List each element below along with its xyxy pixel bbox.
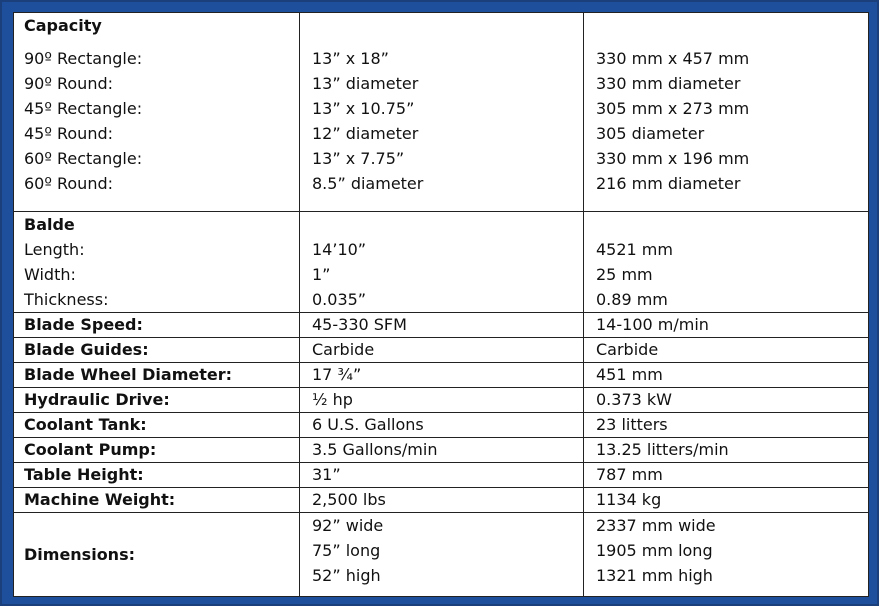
dimensions-metric-value: 1905 mm long xyxy=(596,541,713,560)
blade-metric-cell xyxy=(584,212,869,313)
capacity-metric-value: 330 mm x 196 mm xyxy=(596,149,750,168)
spec-row-coolant-pump xyxy=(14,438,869,463)
spec-label: Blade Speed: xyxy=(14,313,300,338)
capacity-metric-value: 305 diameter xyxy=(596,124,705,143)
capacity-imperial-value: 12” diameter xyxy=(312,124,419,143)
spec-table-container xyxy=(13,12,868,597)
blade-heading: Balde xyxy=(24,215,75,234)
spec-imperial-value: 31” xyxy=(300,463,584,488)
spec-imperial-value: 45-330 SFM xyxy=(300,313,584,338)
spec-imperial-value: 3.5 Gallons/min xyxy=(300,438,584,463)
blade-imperial-value: 14’10” xyxy=(312,240,367,259)
capacity-metric-value: 330 mm x 457 mm xyxy=(596,49,750,68)
capacity-imperial-value: 8.5” diameter xyxy=(312,174,424,193)
spec-row-blade-speed xyxy=(14,313,869,338)
capacity-label: 90º Round: xyxy=(24,74,113,93)
spec-label: Coolant Tank: xyxy=(14,413,300,438)
capacity-heading: Capacity xyxy=(24,16,102,35)
blade-label: Thickness: xyxy=(24,290,109,309)
dimensions-metric-cell xyxy=(584,513,869,597)
capacity-label: 45º Round: xyxy=(24,124,113,143)
spec-metric-value: 14-100 m/min xyxy=(584,313,869,338)
spec-imperial-value: 6 U.S. Gallons xyxy=(300,413,584,438)
dimensions-imperial-value: 92” wide xyxy=(312,516,384,535)
specifications-table xyxy=(13,12,869,597)
spec-label: Blade Wheel Diameter: xyxy=(14,363,300,388)
spec-label: Blade Guides: xyxy=(14,338,300,363)
capacity-metric-value: 305 mm x 273 mm xyxy=(596,99,750,118)
capacity-imperial-value: 13” x 18” xyxy=(312,49,389,68)
capacity-imperial-cell xyxy=(300,13,584,212)
capacity-labels-cell xyxy=(14,13,300,212)
blade-imperial-value: 0.035” xyxy=(312,290,367,309)
spec-row-machine-weight xyxy=(14,488,869,513)
spec-row-hydraulic-drive xyxy=(14,388,869,413)
spec-row-coolant-tank xyxy=(14,413,869,438)
spec-metric-value: 787 mm xyxy=(584,463,869,488)
capacity-metric-cell xyxy=(584,13,869,212)
blade-label: Width: xyxy=(24,265,76,284)
blade-imperial-value: 1” xyxy=(312,265,331,284)
blade-metric-value: 4521 mm xyxy=(596,240,673,259)
blade-metric-value: 25 mm xyxy=(596,265,653,284)
spec-label: Coolant Pump: xyxy=(14,438,300,463)
capacity-imperial-value: 13” x 10.75” xyxy=(312,99,415,118)
capacity-row xyxy=(14,13,869,212)
blade-row xyxy=(14,212,869,313)
capacity-metric-value: 330 mm diameter xyxy=(596,74,741,93)
dimensions-label: Dimensions: xyxy=(14,513,300,597)
spec-metric-value: 1134 kg xyxy=(584,488,869,513)
spec-label: Hydraulic Drive: xyxy=(14,388,300,413)
capacity-label: 60º Round: xyxy=(24,174,113,193)
spec-row-blade-wheel-diameter xyxy=(14,363,869,388)
spec-imperial-value: ½ hp xyxy=(300,388,584,413)
dimensions-row xyxy=(14,513,869,597)
spec-label: Machine Weight: xyxy=(14,488,300,513)
spec-imperial-value: 2,500 lbs xyxy=(300,488,584,513)
spec-metric-value: Carbide xyxy=(584,338,869,363)
capacity-imperial-value: 13” x 7.75” xyxy=(312,149,405,168)
capacity-label: 90º Rectangle: xyxy=(24,49,143,68)
blade-label: Length: xyxy=(24,240,85,259)
blade-metric-value: 0.89 mm xyxy=(596,290,668,309)
dimensions-metric-value: 2337 mm wide xyxy=(596,516,716,535)
spec-metric-value: 13.25 litters/min xyxy=(584,438,869,463)
capacity-label: 60º Rectangle: xyxy=(24,149,143,168)
dimensions-imperial-value: 75” long xyxy=(312,541,381,560)
blade-labels-cell xyxy=(14,212,300,313)
capacity-label: 45º Rectangle: xyxy=(24,99,143,118)
spec-imperial-value: 17 ¾” xyxy=(300,363,584,388)
dimensions-imperial-value: 52” high xyxy=(312,566,381,585)
capacity-metric-value: 216 mm diameter xyxy=(596,174,741,193)
spec-label: Table Height: xyxy=(14,463,300,488)
blade-imperial-cell xyxy=(300,212,584,313)
spec-metric-value: 23 litters xyxy=(584,413,869,438)
dimensions-metric-value: 1321 mm high xyxy=(596,566,713,585)
capacity-imperial-value: 13” diameter xyxy=(312,74,419,93)
spec-imperial-value: Carbide xyxy=(300,338,584,363)
spec-metric-value: 0.373 kW xyxy=(584,388,869,413)
spec-row-table-height xyxy=(14,463,869,488)
spec-metric-value: 451 mm xyxy=(584,363,869,388)
dimensions-imperial-cell xyxy=(300,513,584,597)
spec-row-blade-guides xyxy=(14,338,869,363)
